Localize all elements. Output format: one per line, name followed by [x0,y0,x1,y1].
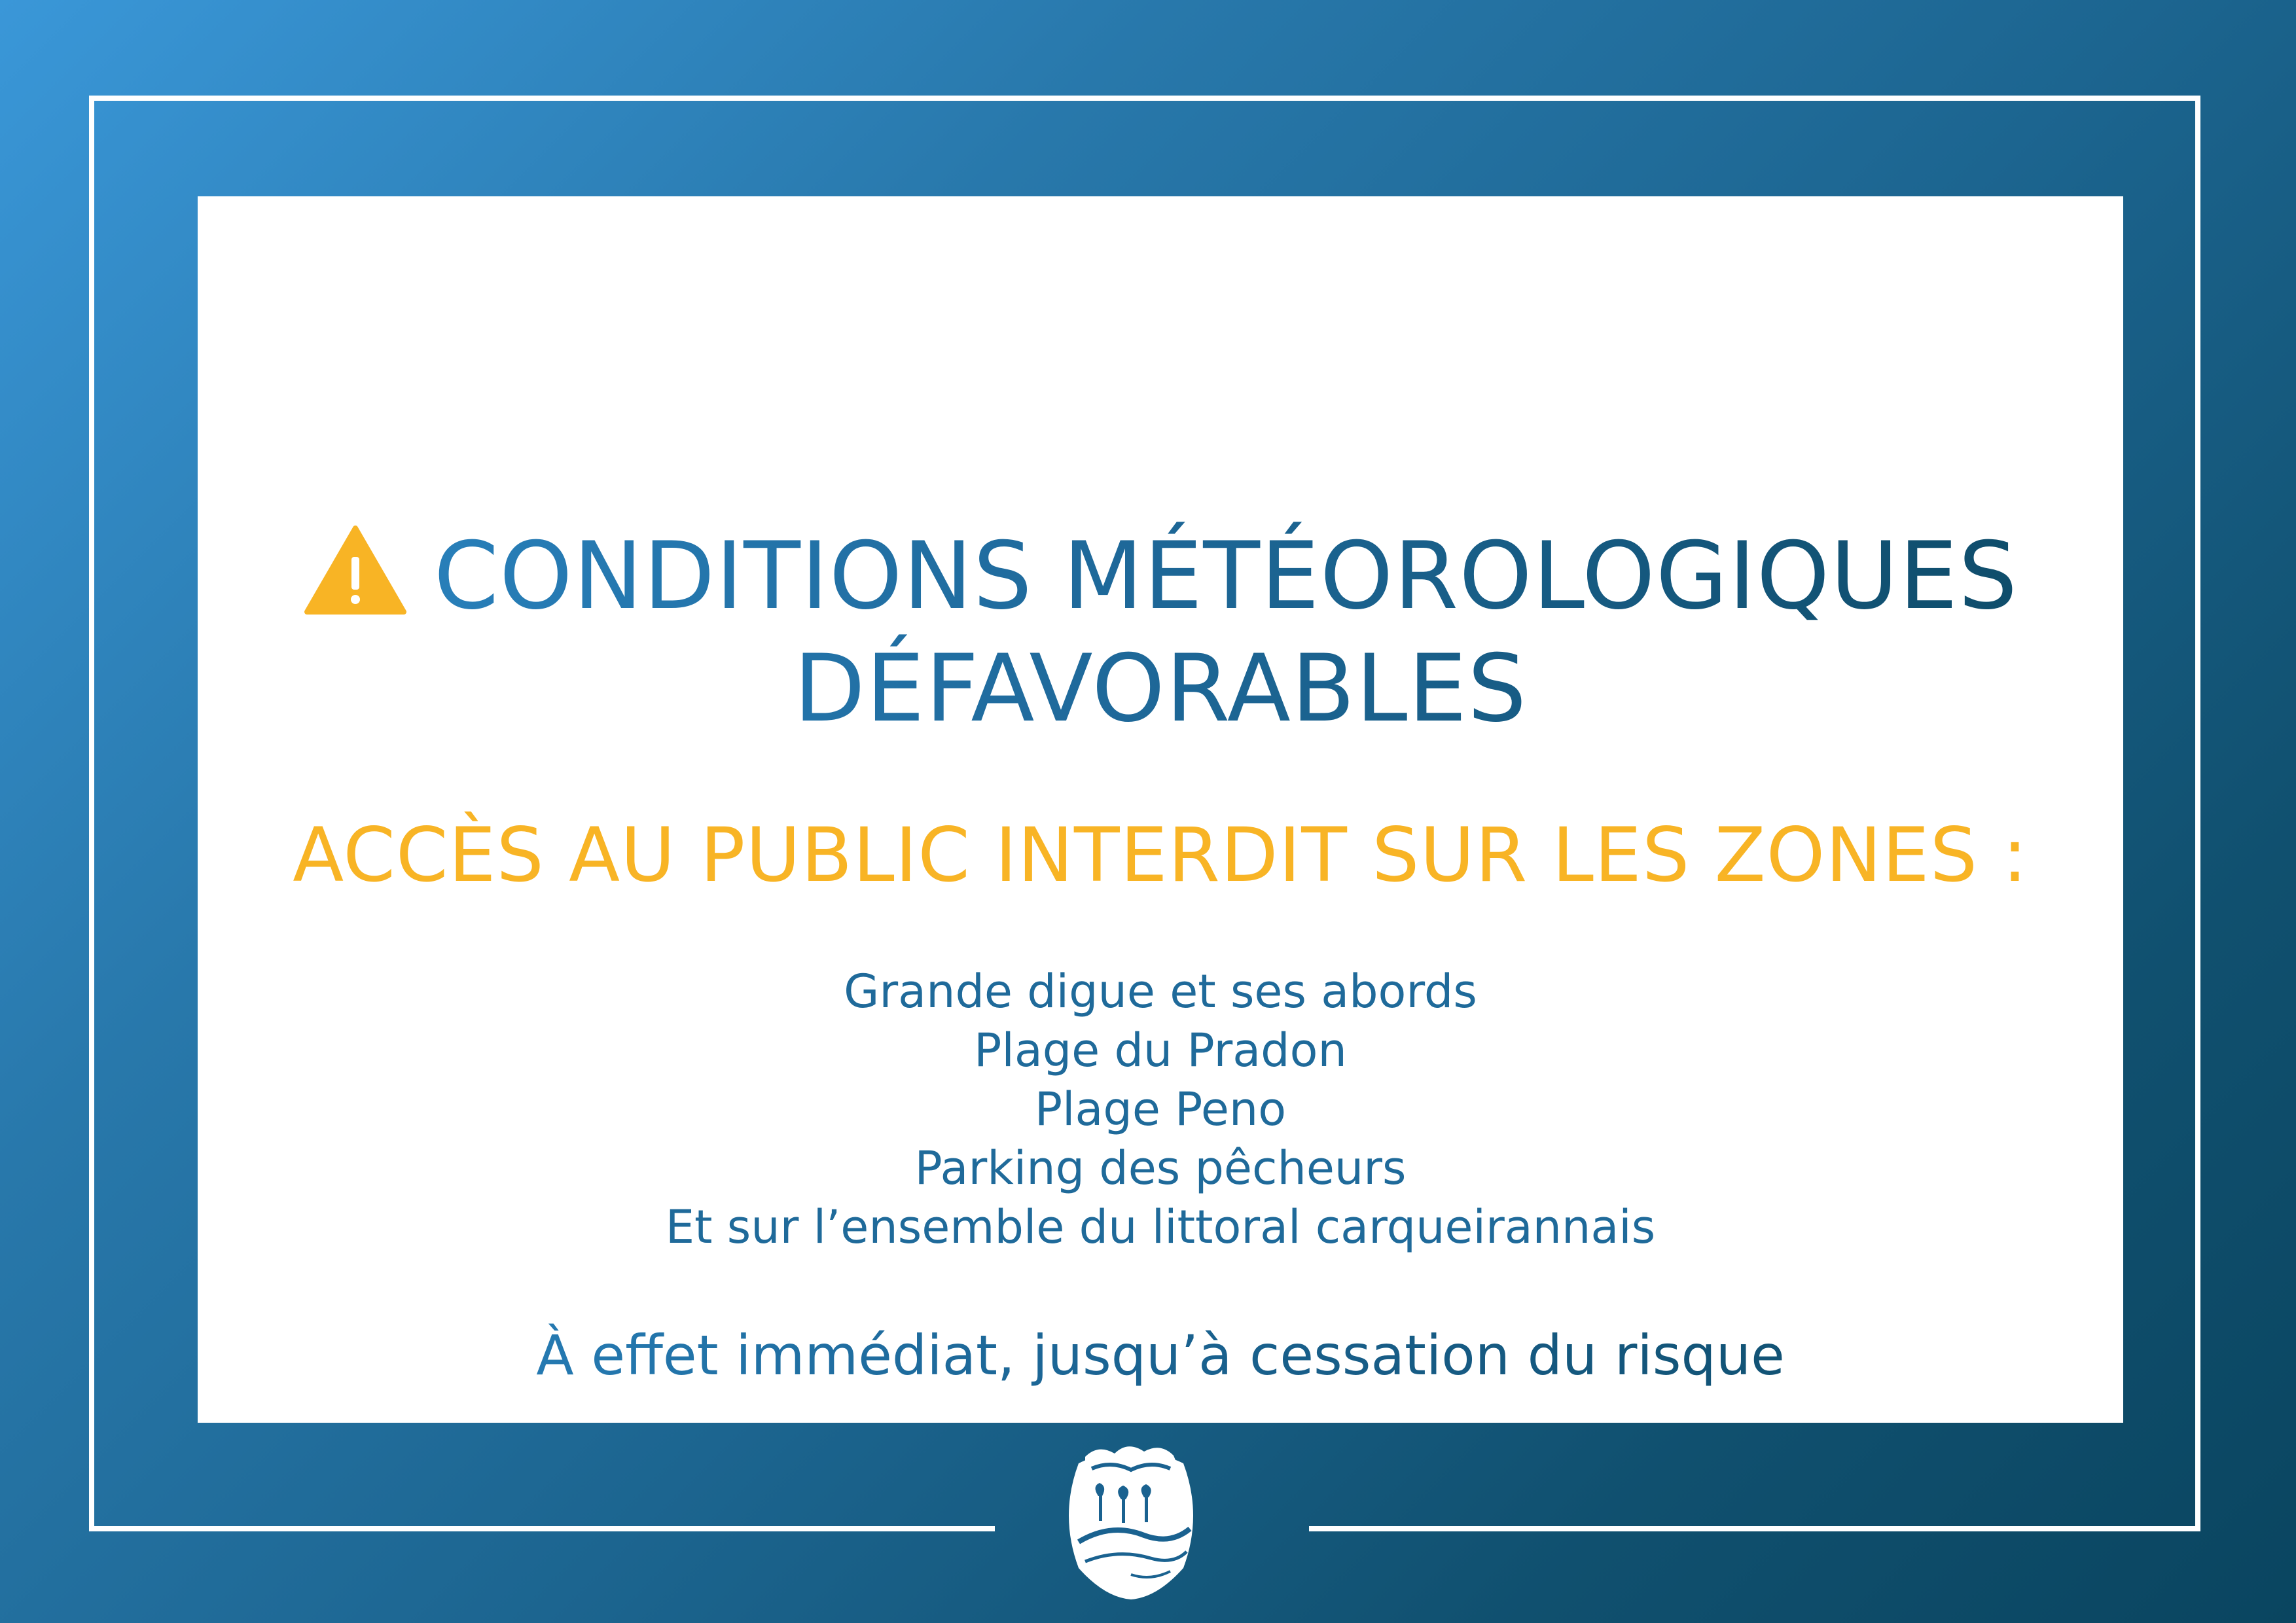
zones-list [198,962,2123,1257]
list-item: Plage du Pradon [974,1024,1347,1077]
list-item: Grande digue et ses abords [844,965,1477,1018]
list-item: Parking des pêcheurs [914,1141,1407,1195]
list-item: Et sur l’ensemble du littoral carqueirannais [665,1200,1656,1254]
title-block [198,520,2123,745]
page-title [198,520,2123,745]
municipal-emblem-icon [1052,1437,1210,1601]
list-item: Plage Peno [1034,1082,1287,1136]
subtitle: ACCÈS AU PUBLIC INTERDIT SUR LES ZONES : [293,812,2028,899]
notice-panel [198,196,2123,1423]
title-line-2: DÉFAVORABLES [793,635,1528,743]
warning-triangle-icon [303,524,408,616]
title-line-1-text: CONDITIONS MÉTÉOROLOGIQUES [433,522,2018,630]
title-line-1 [198,520,2123,633]
effect-notice: À effet immédiat, jusqu’à cessation du risque [198,1323,2123,1387]
